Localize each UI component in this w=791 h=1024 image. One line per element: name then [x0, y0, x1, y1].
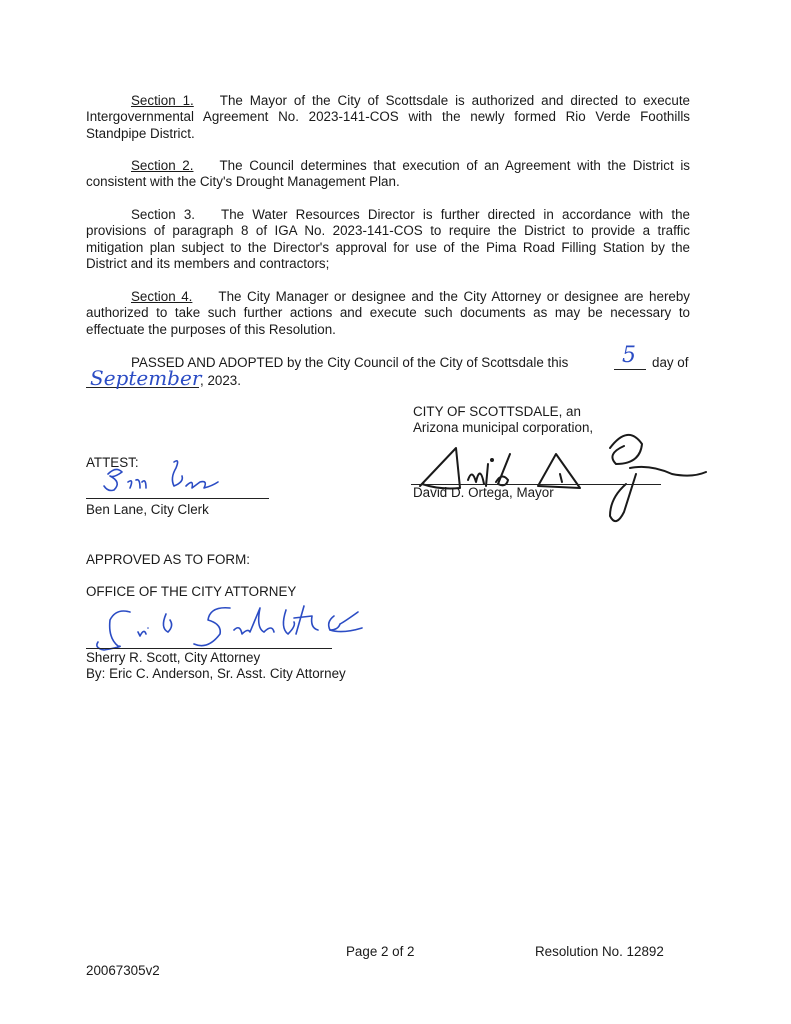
attorney-signature-line — [86, 648, 332, 649]
mayor-name: David D. Ortega, Mayor — [413, 485, 554, 500]
section-4-heading: Section 4. — [131, 289, 193, 304]
section-2-text: The Council determines that execution of an Agreement with the District is consistent with the City's Drought Management Plan. — [86, 158, 690, 190]
page-number: Page 2 of 2 — [346, 944, 415, 959]
mayor-signature — [410, 424, 710, 528]
month-handwritten: September — [90, 366, 202, 390]
section-1-heading: Section 1. — [131, 93, 194, 108]
attorney-office: OFFICE OF THE CITY ATTORNEY — [86, 584, 297, 599]
attorney-name: Sherry R. Scott, City Attorney — [86, 650, 261, 665]
section-1-paragraph — [86, 93, 690, 142]
adoption-day-of: day of — [652, 355, 689, 370]
section-2-paragraph — [86, 158, 690, 191]
clerk-name: Ben Lane, City Clerk — [86, 502, 209, 517]
section-1-text: The Mayor of the City of Scottsdale is authorized and directed to execute Intergovernmental Agreement No. 2023-141-COS with the newly formed Rio Verde Foothills Standpipe District. — [86, 93, 690, 141]
city-line-2: Arizona municipal corporation, — [413, 420, 594, 435]
day-blank-line — [614, 369, 646, 370]
section-4-paragraph — [86, 289, 690, 338]
adoption-year: , 2023. — [200, 373, 241, 388]
resolution-number: Resolution No. 12892 — [535, 944, 664, 959]
approval-label: APPROVED AS TO FORM: — [86, 552, 250, 567]
attest-label: ATTEST: — [86, 455, 139, 470]
clerk-signature-line — [86, 498, 269, 499]
adoption-line: PASSED AND ADOPTED by the City Council of the City of Scottsdale this — [131, 355, 569, 370]
attorney-signature — [90, 598, 370, 654]
section-2-heading: Section 2. — [131, 158, 194, 173]
section-3-heading: Section 3. — [131, 207, 196, 222]
section-4-text: The City Manager or designee and the City Attorney or designee are hereby authorized to take such further actions and execute such documents as may be necessary to effectuate the purposes of this Resolution. — [86, 289, 690, 337]
section-3-text: The Water Resources Director is further directed in accordance with the provisions of paragraph 8 of IGA No. 2023-141-COS to require the District to provide a traffic mitigation plan subject to the Director's approval for use of the Pima Road Filling Station by the District and its members and contractors; — [86, 207, 690, 271]
section-3-paragraph — [86, 207, 690, 272]
clerk-signature — [100, 452, 230, 498]
attorney-by-line: By: Eric C. Anderson, Sr. Asst. City Attorney — [86, 666, 346, 681]
city-line-1: CITY OF SCOTTSDALE, an — [413, 404, 581, 419]
day-handwritten: 5 — [622, 343, 636, 368]
document-id: 20067305v2 — [86, 963, 160, 978]
